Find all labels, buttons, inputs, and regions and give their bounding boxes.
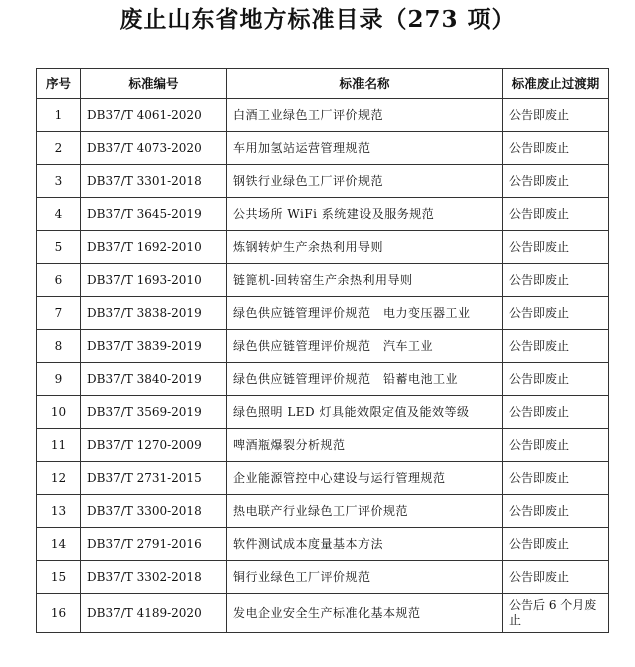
cell-period: 公告后 6 个月废止 [503, 594, 609, 633]
cell-name: 绿色照明 LED 灯具能效限定值及能效等级 [227, 396, 503, 429]
cell-seq: 3 [37, 165, 81, 198]
cell-period: 公告即废止 [503, 264, 609, 297]
cell-period: 公告即废止 [503, 198, 609, 231]
cell-code: DB37/T 1270-2009 [81, 429, 227, 462]
table-row [37, 231, 609, 264]
cell-seq: 4 [37, 198, 81, 231]
cell-code: DB37/T 3300-2018 [81, 495, 227, 528]
cell-seq: 12 [37, 462, 81, 495]
cell-code: DB37/T 3645-2019 [81, 198, 227, 231]
table-row [37, 297, 609, 330]
cell-period: 公告即废止 [503, 297, 609, 330]
cell-seq: 5 [37, 231, 81, 264]
cell-seq: 9 [37, 363, 81, 396]
cell-name: 绿色供应链管理评价规范 铅蓄电池工业 [227, 363, 503, 396]
cell-code: DB37/T 1693-2010 [81, 264, 227, 297]
cell-name: 绿色供应链管理评价规范 汽车工业 [227, 330, 503, 363]
cell-code: DB37/T 4189-2020 [81, 594, 227, 633]
cell-seq: 6 [37, 264, 81, 297]
cell-period: 公告即废止 [503, 561, 609, 594]
table-row [37, 198, 609, 231]
table-row [37, 330, 609, 363]
table-row [37, 462, 609, 495]
cell-name: 车用加氢站运营管理规范 [227, 132, 503, 165]
cell-name: 白酒工业绿色工厂评价规范 [227, 99, 503, 132]
standards-table [36, 68, 609, 633]
table-row [37, 363, 609, 396]
cell-period: 公告即废止 [503, 495, 609, 528]
cell-period: 公告即废止 [503, 396, 609, 429]
cell-name: 绿色供应链管理评价规范 电力变压器工业 [227, 297, 503, 330]
cell-seq: 14 [37, 528, 81, 561]
cell-seq: 2 [37, 132, 81, 165]
cell-seq: 1 [37, 99, 81, 132]
cell-name: 钢铁行业绿色工厂评价规范 [227, 165, 503, 198]
cell-seq: 7 [37, 297, 81, 330]
cell-code: DB37/T 3839-2019 [81, 330, 227, 363]
cell-name: 发电企业安全生产标准化基本规范 [227, 594, 503, 633]
cell-code: DB37/T 2731-2015 [81, 462, 227, 495]
table-row [37, 528, 609, 561]
cell-period: 公告即废止 [503, 330, 609, 363]
cell-seq: 16 [37, 594, 81, 633]
cell-seq: 15 [37, 561, 81, 594]
cell-seq: 10 [37, 396, 81, 429]
cell-period: 公告即废止 [503, 165, 609, 198]
table-row [37, 99, 609, 132]
table-row [37, 132, 609, 165]
cell-code: DB37/T 3840-2019 [81, 363, 227, 396]
cell-code: DB37/T 1692-2010 [81, 231, 227, 264]
cell-name: 软件测试成本度量基本方法 [227, 528, 503, 561]
cell-period: 公告即废止 [503, 132, 609, 165]
header-name: 标准名称 [227, 69, 503, 99]
cell-period: 公告即废止 [503, 462, 609, 495]
table-row [37, 495, 609, 528]
table-row [37, 594, 609, 633]
cell-seq: 8 [37, 330, 81, 363]
table-row [37, 396, 609, 429]
header-seq: 序号 [37, 69, 81, 99]
page-title: 废止山东省地方标准目录（273 项） [119, 6, 516, 33]
cell-name: 铜行业绿色工厂评价规范 [227, 561, 503, 594]
cell-name: 企业能源管控中心建设与运行管理规范 [227, 462, 503, 495]
cell-code: DB37/T 3569-2019 [81, 396, 227, 429]
table-body [37, 99, 609, 633]
cell-code: DB37/T 3302-2018 [81, 561, 227, 594]
table-header-row [37, 69, 609, 99]
cell-code: DB37/T 3838-2019 [81, 297, 227, 330]
cell-period: 公告即废止 [503, 231, 609, 264]
cell-code: DB37/T 2791-2016 [81, 528, 227, 561]
table-row [37, 165, 609, 198]
cell-code: DB37/T 4073-2020 [81, 132, 227, 165]
cell-name: 啤酒瓶爆裂分析规范 [227, 429, 503, 462]
cell-period: 公告即废止 [503, 363, 609, 396]
table-row [37, 561, 609, 594]
cell-seq: 13 [37, 495, 81, 528]
cell-name: 炼钢转炉生产余热利用导则 [227, 231, 503, 264]
table-row [37, 429, 609, 462]
cell-name: 公共场所 WiFi 系统建设及服务规范 [227, 198, 503, 231]
cell-period: 公告即废止 [503, 528, 609, 561]
cell-name: 链篦机-回转窑生产余热利用导则 [227, 264, 503, 297]
cell-code: DB37/T 3301-2018 [81, 165, 227, 198]
header-period: 标准废止过渡期 [503, 69, 609, 99]
cell-seq: 11 [37, 429, 81, 462]
cell-period: 公告即废止 [503, 429, 609, 462]
cell-period: 公告即废止 [503, 99, 609, 132]
cell-code: DB37/T 4061-2020 [81, 99, 227, 132]
header-code: 标准编号 [81, 69, 227, 99]
table-row [37, 264, 609, 297]
cell-name: 热电联产行业绿色工厂评价规范 [227, 495, 503, 528]
